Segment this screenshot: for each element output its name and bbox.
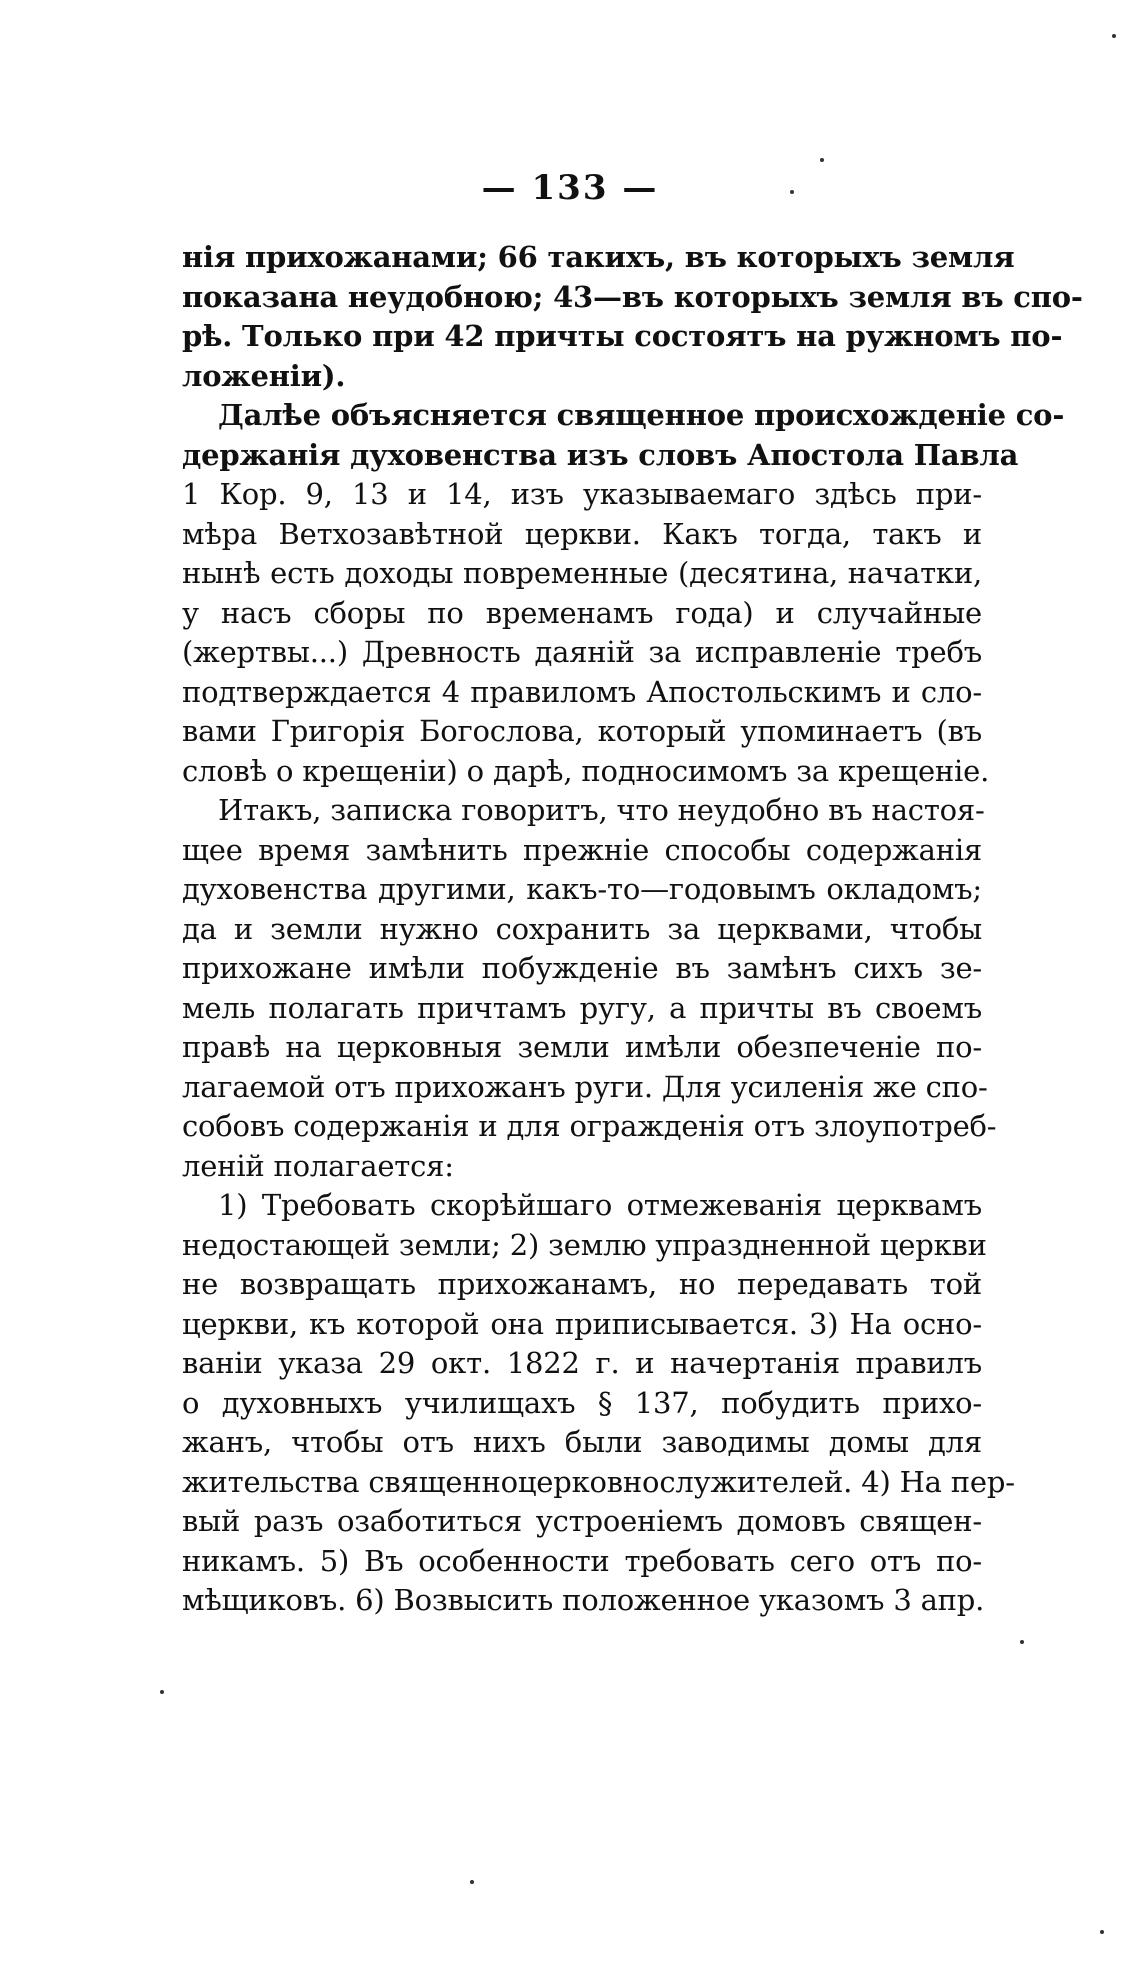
text-line: леній полагается: (182, 1148, 454, 1183)
text-line: недостающей земли; 2) землю упраздненной церкви (182, 1227, 987, 1262)
scan-speck (470, 1880, 474, 1884)
text-line: правѣ на церковныя земли имѣли обезпеченіе по- (182, 1030, 982, 1064)
scan-speck (790, 190, 794, 194)
text-line: (жертвы...) Древность даяній за исправленіе требъ (182, 635, 982, 669)
text-line: ваніи указа 29 окт. 1822 г. и начертанія правилъ (182, 1346, 982, 1380)
text-line: жанъ, чтобы отъ нихъ были заводимы домы для (182, 1425, 982, 1459)
scan-speck (1020, 1640, 1024, 1644)
scan-speck (160, 1690, 164, 1694)
page-number: — 133 — (481, 168, 659, 208)
text-line: вый разъ озаботиться устроеніемъ домовъ священ- (182, 1504, 982, 1538)
text-line: щее время замѣнить прежніе способы содержанія (182, 832, 982, 867)
text-line: рѣ. Только при 42 причты состоятъ на ружномъ по- (182, 319, 1063, 353)
text-line: мѣра Ветхозавѣтной церкви. Какъ тогда, такъ и (182, 516, 982, 551)
text-line: жительства священноцерковнослужителей. 4) На пер- (182, 1464, 1015, 1499)
scan-speck (820, 158, 824, 162)
text-line: показана неудобною; 43—въ которыхъ земля въ спо- (182, 279, 1083, 314)
text-line: Итакъ, записка говоритъ, что неудобно въ настоя- (218, 793, 985, 827)
text-line: ложеніи). (182, 358, 346, 393)
text-line: нія прихожанами; 66 такихъ, въ которыхъ земля (182, 240, 1015, 274)
text-line: у насъ сборы по временамъ года) и случайные (182, 595, 982, 630)
text-line: не возвращать прихожанамъ, но передавать той (182, 1267, 982, 1301)
text-line: 1 Кор. 9, 13 и 14, изъ указываемаго здѣсь при- (182, 477, 982, 511)
text-line: подтверждается 4 правиломъ Апостольскимъ и сло- (182, 674, 982, 709)
text-line: лагаемой отъ прихожанъ руги. Для усиленія же спо- (182, 1069, 988, 1104)
text-line: мель полагать причтамъ ругу, а причты въ своемъ (182, 990, 982, 1025)
text-line: никамъ. 5) Въ особенности требовать сего отъ по- (182, 1543, 982, 1578)
text-line: вами Григорія Богослова, который упоминаетъ (въ (182, 714, 982, 748)
text-line: да и земли нужно сохранить за церквами, чтобы (182, 911, 982, 946)
scan-speck (1100, 1930, 1104, 1934)
text-line: собовъ содержанія и для огражденія отъ злоупотреб- (182, 1109, 997, 1143)
text-line: Далѣе объясняется священное происхожденіе со- (218, 398, 1065, 432)
text-line: мѣщиковъ. 6) Возвысить положенное указомъ 3 апр. (182, 1583, 985, 1617)
body-text (182, 238, 1083, 1621)
text-line: держанія духовенства изъ словъ Апостола Павла (182, 437, 1019, 472)
scan-speck (1112, 34, 1116, 38)
text-line: духовенства другими, какъ-то—годовымъ окладомъ; (182, 872, 982, 906)
text-line: словѣ о крещеніи) о дарѣ, подносимомъ за крещеніе. (182, 753, 990, 788)
text-line: церкви, къ которой она приписывается. 3) На осно- (182, 1306, 982, 1341)
text-line: 1) Требовать скорѣйшаго отмежеванія церквамъ (218, 1188, 982, 1222)
text-line: прихожане имѣли побужденіе въ замѣнъ сихъ зе- (182, 951, 982, 985)
text-line: нынѣ есть доходы повременные (десятина, начатки, (182, 556, 982, 590)
text-line: о духовныхъ училищахъ § 137, побудить прихо- (182, 1385, 982, 1420)
